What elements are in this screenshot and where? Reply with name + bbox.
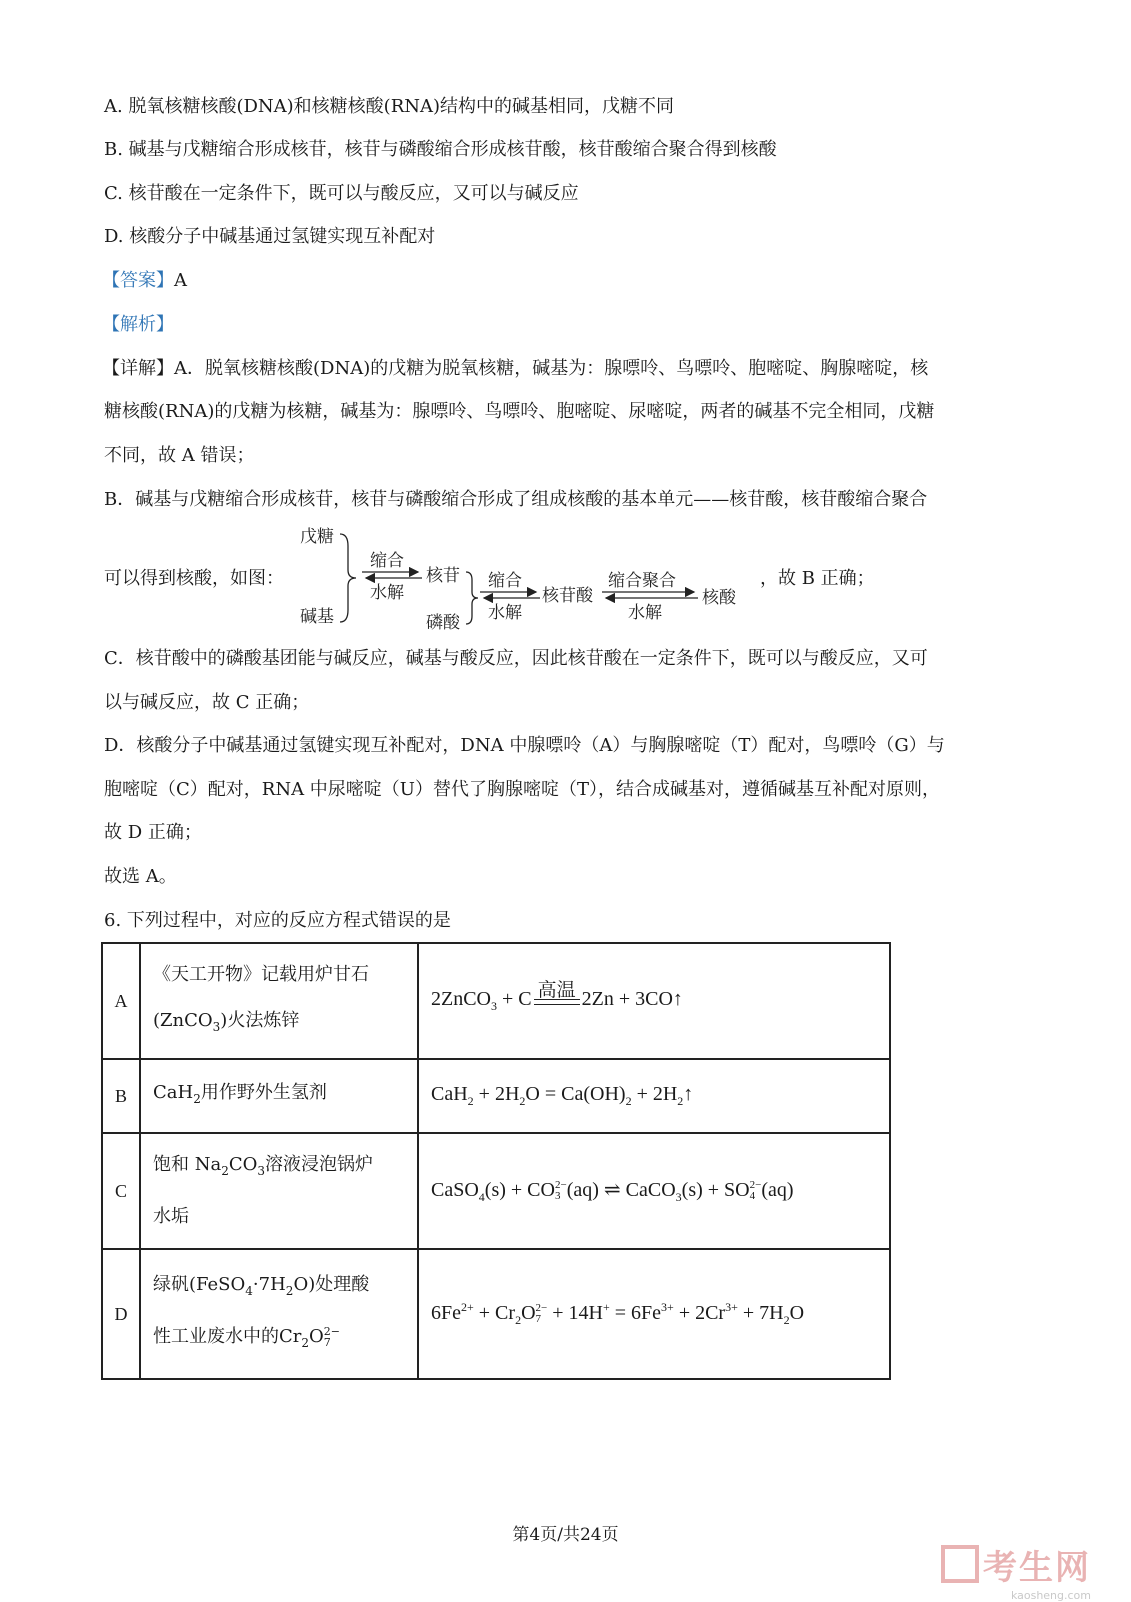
- row-equation: [418, 1249, 890, 1379]
- row-d-desc-text: 绿矾(FeSO: [153, 1274, 246, 1295]
- answer-value: A: [174, 270, 187, 291]
- detail-d-line2: 胞嘧啶（C）配对，RNA 中尿嘧啶（U）替代了胸腺嘧啶（T），结合成碱基对，遵循碱基互补配对原则，: [104, 779, 940, 800]
- diagram-hydrolyze-1: 水解: [370, 583, 404, 603]
- diagram-condense-2: 缩合: [488, 571, 522, 591]
- row-c-desc-sub: 2: [221, 1164, 229, 1178]
- row-a-desc-sub: 3: [212, 1020, 221, 1034]
- table-row: [102, 1133, 890, 1249]
- condition-over-equals: [534, 980, 580, 1005]
- diagram-hydrolyze-3: 水解: [628, 603, 662, 623]
- row-c-desc-text: 溶液浸泡锅炉: [265, 1154, 374, 1175]
- q6-title: 6. 下列过程中，对应的反应方程式错误的是: [104, 910, 451, 931]
- detail-a-line3: 不同，故 A 错误；: [104, 445, 255, 466]
- row-description: [140, 1133, 418, 1249]
- row-description: [140, 943, 418, 1059]
- watermark-logo: 考生网: [941, 1540, 1091, 1589]
- watermark-url: kaosheng.com: [1010, 1589, 1091, 1602]
- row-equation: [418, 1133, 890, 1249]
- table-row: [102, 1059, 890, 1133]
- analysis-label: 【解析】: [102, 314, 174, 335]
- row-d-desc-text: ·7H: [252, 1274, 286, 1295]
- watermark-icon: [941, 1545, 979, 1583]
- table-row: [102, 1249, 890, 1379]
- diagram-hydrolyze-2: 水解: [488, 603, 522, 623]
- row-b-desc-text: 用作野外生氢剂: [200, 1082, 327, 1103]
- row-equation: [418, 1059, 890, 1133]
- detail-conclusion: 故选 A。: [104, 866, 177, 887]
- diagram-brace-1: [340, 534, 356, 622]
- equation-c: CaSO$_4$(s) + CO 2− 3 (aq) ⇌ CaCO$_3$(s) + SO 2− 4 (aq): [431, 1179, 794, 1204]
- table-row: [102, 943, 890, 1059]
- row-equation: [418, 943, 890, 1059]
- diagram-nucleotide: 核苷酸: [542, 586, 593, 606]
- equation-d: $6Fe^{2+} + Cr_2O$ 2− 7 + $14H^+ = 6Fe^{3+} + 2Cr^{3+} + 7H_2O$: [431, 1300, 805, 1327]
- diagram-nucleic-acid: 核酸: [702, 588, 736, 608]
- row-b-desc-sub: 2: [193, 1092, 201, 1106]
- row-c-desc-text: 饱和 Na: [153, 1154, 222, 1175]
- detail-c-line1: C．核苷酸中的磷酸基团能与碱反应，碱基与酸反应，因此核苷酸在一定条件下，既可以与酸反应，又可: [104, 648, 928, 669]
- row-d-desc-text: 性工业废水中的Cr: [153, 1326, 302, 1347]
- diagram-phosphate: 磷酸: [426, 613, 460, 633]
- option-a: A. 脱氧核糖核酸(DNA)和核糖核酸(RNA)结构中的碱基相同，戊糖不同: [104, 96, 675, 117]
- detail-a-text1: A．脱氧核糖核酸(DNA)的戊糖为脱氧核糖，碱基为：腺嘌呤、鸟嘌呤、胞嘧啶、胸腺嘧啶，核: [174, 358, 929, 379]
- answer-label: 【答案】: [102, 270, 174, 291]
- row-c-desc-text: CO: [228, 1154, 258, 1175]
- equation-a: 2ZnCO$_3$ + C 高温 2Zn + 3CO↑: [431, 988, 683, 1010]
- option-d: D. 核酸分子中碱基通过氢键实现互补配对: [104, 226, 436, 247]
- row-b-desc-text: CaH: [153, 1082, 194, 1103]
- detail-d-line3: 故 D 正确；: [104, 822, 202, 843]
- row-d-desc-text: O: [309, 1326, 324, 1347]
- row-d-desc-line1: [153, 1262, 405, 1314]
- row-a-desc-text: (ZnCO: [153, 1010, 213, 1031]
- row-a-desc-line1: 《天工开物》记载用炉甘石: [153, 964, 369, 985]
- diagram-condense-1: 缩合: [370, 551, 404, 571]
- row-d-desc-sub: 4: [245, 1284, 253, 1298]
- analysis-line: [102, 312, 174, 338]
- detail-c-line2: 以与碱反应，故 C 正确；: [104, 692, 310, 713]
- row-d-desc-sub: 2: [285, 1284, 294, 1298]
- option-c: C. 核苷酸在一定条件下，既可以与酸反应，又可以与碱反应: [104, 183, 579, 204]
- diagram-nucleoside: 核苷: [426, 566, 460, 586]
- row-c-desc-line1: [153, 1142, 405, 1194]
- detail-a-line2: 糖核酸(RNA)的戊糖为核糖，碱基为：腺嘌呤、鸟嘌呤、胞嘧啶、尿嘧啶，两者的碱基不完全相同，戊糖: [104, 401, 935, 422]
- detail-b-line1: B．碱基与戊糖缩合形成核苷，核苷与磷酸缩合形成了组成核酸的基本单元——核苷酸，核苷酸缩合聚合: [104, 489, 928, 510]
- condition-text: 高温: [537, 980, 576, 1001]
- answer-line: [102, 268, 187, 294]
- detail-b-line2-pre: 可以得到核酸，如图：: [104, 568, 284, 589]
- diagram-brace-2: [466, 572, 478, 624]
- nucleic-acid-diagram: [290, 520, 760, 636]
- row-a-desc-line2: [153, 998, 405, 1050]
- equation-b: $CaH_2 + 2H_2O = Ca(OH)_2$ + $2H_2↑$: [431, 1083, 694, 1108]
- row-description: [140, 1249, 418, 1379]
- row-d-desc-line2: [153, 1314, 405, 1366]
- page-footer: 第4页/共24页: [512, 1525, 619, 1545]
- row-d-desc-text: O)处理酸: [293, 1274, 370, 1295]
- watermark: [941, 1540, 1091, 1602]
- row-label: B: [102, 1059, 140, 1133]
- q6-table: [101, 942, 891, 1380]
- row-label: D: [102, 1249, 140, 1379]
- detail-b-line2-post: ，故 B 正确；: [760, 568, 875, 589]
- row-label: C: [102, 1133, 140, 1249]
- row-c-desc-sub: 3: [257, 1164, 266, 1178]
- row-c-desc-line2: 水垢: [153, 1206, 189, 1227]
- row-description: [140, 1059, 418, 1133]
- diagram-base: 碱基: [300, 607, 334, 627]
- diagram-pentose: 戊糖: [300, 527, 334, 547]
- row-d-desc-supsub: 2− 7: [323, 1325, 341, 1349]
- detail-d-line1: D．核酸分子中碱基通过氢键实现互补配对，DNA 中腺嘌呤（A）与胸腺嘧啶（T）配对，鸟嘌呤（G）与: [104, 735, 945, 756]
- diagram-polycondense: 缩合聚合: [608, 571, 676, 591]
- row-d-desc-sub: 2: [301, 1336, 310, 1350]
- row-label: A: [102, 943, 140, 1059]
- option-b: B. 碱基与戊糖缩合形成核苷，核苷与磷酸缩合形成核苷酸，核苷酸缩合聚合得到核酸: [104, 139, 777, 160]
- detail-label: 【详解】: [102, 358, 174, 379]
- row-a-desc-text: )火法炼锌: [220, 1010, 300, 1031]
- detail-a-line1: [102, 356, 928, 382]
